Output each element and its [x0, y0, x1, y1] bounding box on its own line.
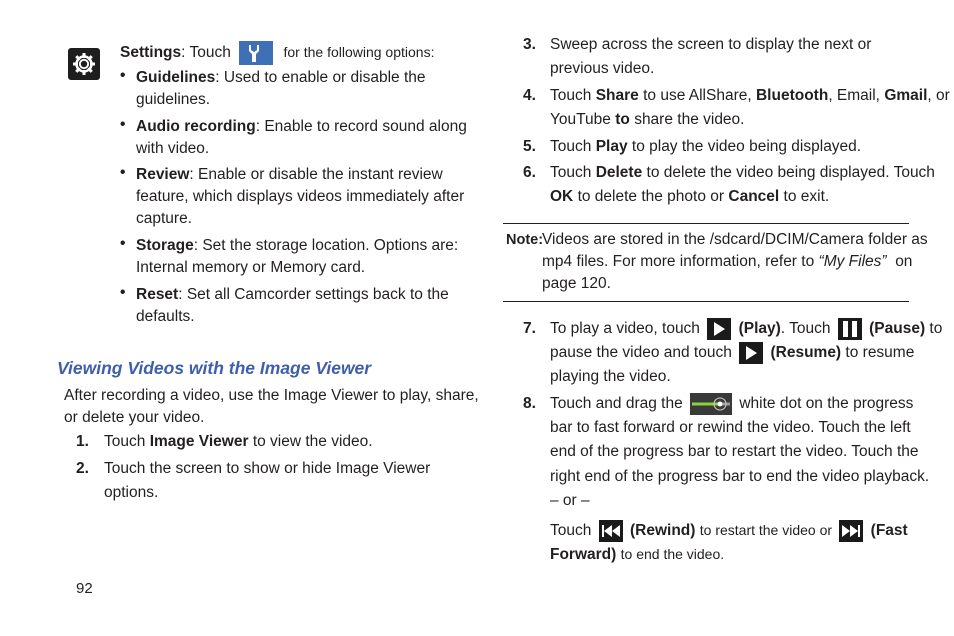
step-4-line — [550, 109, 744, 131]
bullet-text: : Used to enable or disable the — [215, 69, 426, 86]
step-3-line: previous video. — [550, 60, 655, 77]
step-2-line: Touch the screen to show or hide Image Viewer — [104, 460, 431, 477]
step-number: 7. — [523, 320, 536, 337]
step-text: to end the video. — [620, 546, 725, 562]
step-number: 2. — [76, 460, 89, 477]
note-bottom-rule — [503, 301, 909, 302]
step-8-line: bar to fast forward or rewind the video. Touch the left — [550, 419, 911, 436]
note-text: on — [895, 253, 913, 270]
step-text: Touch and drag the — [550, 395, 683, 413]
note-link[interactable]: “My Files” — [818, 253, 887, 270]
bullet-term: Storage — [136, 237, 194, 254]
step-term: Gmail — [884, 87, 928, 104]
step-text: , or — [927, 87, 950, 104]
step-1 — [104, 431, 373, 453]
step-number: 4. — [523, 87, 536, 104]
step-term: to — [615, 111, 630, 128]
step-text: YouTube — [550, 111, 611, 128]
step-term: (Play) — [738, 320, 781, 338]
step-8-line — [550, 393, 913, 415]
step-term: Bluetooth — [755, 87, 829, 104]
bullet-review — [136, 164, 443, 186]
note-line — [542, 251, 912, 273]
step-term: (Rewind) — [630, 522, 696, 539]
note-line: Videos are stored in the /sdcard/DCIM/Camera folder as — [542, 231, 928, 248]
step-text: to resume — [845, 344, 915, 362]
note-label: Note: — [506, 232, 544, 248]
bullet-term: Guidelines — [136, 69, 216, 86]
bullet-dot-icon: • — [120, 116, 126, 133]
bullet-text: defaults. — [136, 308, 195, 325]
intro-line: After recording a video, use the Image Viewer to play, share, — [64, 387, 479, 404]
step-number: 1. — [76, 433, 89, 450]
step-text: To play a video, touch — [550, 320, 700, 338]
step-term: OK — [550, 188, 574, 205]
step-7-line: playing the video. — [550, 368, 671, 385]
step-term: Forward) — [550, 546, 617, 563]
step-term: Share — [595, 87, 639, 104]
step-text: Touch — [550, 138, 592, 155]
step-term: Delete — [595, 164, 643, 181]
bullet-guidelines — [136, 67, 426, 89]
fast-forward-icon — [839, 520, 863, 542]
settings-term: Settings — [120, 44, 182, 62]
bullet-dot-icon: • — [120, 235, 126, 252]
note-top-rule — [503, 223, 909, 224]
note-text: mp4 files. For more information, refer to — [542, 253, 815, 270]
step-text: share the video. — [634, 111, 745, 128]
step-text: Touch — [550, 87, 592, 104]
step-text: to delete the photo or — [577, 188, 725, 205]
rewind-icon — [599, 520, 623, 542]
bullet-text: : Set the storage location. Options are: — [193, 237, 459, 254]
step-text: , Email, — [828, 87, 880, 104]
step-8-alt-line — [550, 543, 724, 566]
bullet-text: : Enable or disable the instant review — [189, 166, 443, 183]
note-line: page 120. — [542, 275, 611, 292]
resume-icon — [739, 342, 763, 364]
bullet-dot-icon: • — [120, 67, 126, 84]
progress-dot-icon — [690, 393, 732, 415]
step-5-line — [550, 136, 861, 158]
bullet-reset — [136, 284, 449, 306]
step-text: white dot on the progress — [739, 395, 914, 413]
step-6-line — [550, 162, 935, 184]
step-8-line: right end of the progress bar to end the video playback. — [550, 468, 930, 485]
bullet-term: Reset — [136, 286, 179, 303]
step-term: (Resume) — [770, 344, 842, 362]
step-text: to play the video being displayed. — [631, 138, 862, 155]
step-term: Image Viewer — [149, 433, 249, 450]
step-text: Touch — [550, 164, 592, 181]
step-text: to exit. — [783, 188, 830, 205]
step-term: (Fast — [870, 522, 908, 539]
bullet-storage — [136, 235, 458, 257]
settings-gear-icon — [68, 48, 100, 80]
page-number: 92 — [76, 580, 93, 597]
bullet-text: with video. — [136, 140, 210, 157]
section-heading: Viewing Videos with the Image Viewer — [57, 358, 372, 378]
bullet-text: : Enable to record sound along — [255, 118, 467, 135]
play-icon — [707, 318, 731, 340]
bullet-text: : Set all Camcorder settings back to the — [178, 286, 449, 303]
step-text: to view the video. — [252, 433, 373, 450]
step-number: 3. — [523, 36, 536, 53]
step-number: 5. — [523, 138, 536, 155]
step-4-line — [550, 85, 950, 107]
step-text: to restart the video or — [699, 522, 833, 538]
bullet-text: capture. — [136, 210, 193, 227]
step-number: 8. — [523, 395, 536, 412]
bullet-term: Review — [136, 166, 190, 183]
pause-icon — [838, 318, 862, 340]
step-7-line — [550, 342, 914, 364]
step-8-line: end of the progress bar to restart the video. Touch the — [550, 443, 919, 460]
bullet-audio-recording — [136, 116, 467, 138]
bullet-dot-icon: • — [120, 164, 126, 181]
intro-line: or delete your video. — [64, 409, 205, 426]
step-text: to delete the video being displayed. Touch — [646, 164, 935, 181]
bullet-text: Internal memory or Memory card. — [136, 259, 366, 276]
step-text: to use AllShare, — [643, 87, 752, 104]
step-3-line: Sweep across the screen to display the next or — [550, 36, 872, 53]
step-term: (Pause) — [869, 320, 926, 338]
step-text: Touch — [550, 522, 592, 539]
step-2-line: options. — [104, 484, 159, 501]
settings-line — [120, 41, 434, 65]
step-6-line — [550, 186, 829, 208]
step-8-alt-line — [550, 519, 908, 542]
wrench-icon — [239, 41, 273, 65]
or-separator: – or – — [550, 492, 590, 509]
step-text: pause the video and touch — [550, 344, 732, 362]
bullet-dot-icon: • — [120, 284, 126, 301]
bullet-text: guidelines. — [136, 91, 211, 108]
step-text: to — [929, 320, 943, 338]
step-7-line — [550, 318, 942, 340]
step-term: Play — [595, 138, 628, 155]
step-number: 6. — [523, 164, 536, 181]
settings-text-a: : Touch — [181, 44, 231, 62]
step-text: . Touch — [780, 320, 831, 338]
bullet-term: Audio recording — [136, 118, 256, 135]
settings-text-b: for the following options: — [283, 44, 435, 61]
step-term: Cancel — [728, 188, 780, 205]
bullet-text: feature, which displays videos immediately after — [136, 188, 465, 205]
step-text: Touch — [104, 433, 146, 450]
